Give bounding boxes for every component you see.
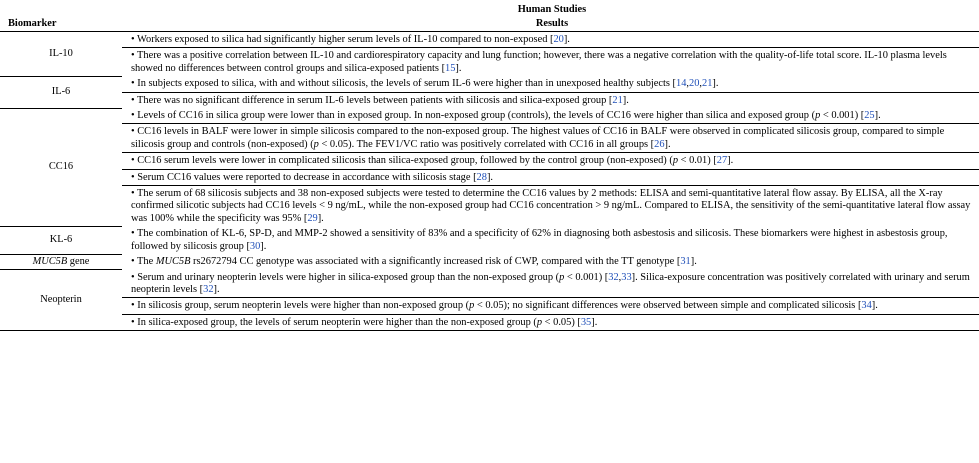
col-header-results: Results bbox=[122, 17, 979, 32]
biomarker-cell: CC16 bbox=[0, 108, 122, 226]
table-row bbox=[0, 153, 979, 169]
reference-link[interactable]: 28 bbox=[476, 171, 487, 183]
table-row bbox=[0, 92, 979, 108]
result-cell: • In silica-exposed group, the levels of serum neopterin were higher than the non-exposed group (p < 0.05) [35]. bbox=[122, 314, 979, 330]
reference-link[interactable]: 21 bbox=[612, 94, 623, 106]
table-row bbox=[0, 76, 979, 92]
reference-link[interactable]: 29 bbox=[307, 212, 318, 224]
group-title: Human Studies bbox=[517, 3, 587, 15]
table-row bbox=[0, 186, 979, 227]
italic-term: p bbox=[815, 110, 821, 122]
reference-link[interactable]: 34 bbox=[861, 300, 872, 312]
biomarker-cell: Neopterin bbox=[0, 270, 122, 331]
reference-link[interactable]: 20 bbox=[553, 34, 564, 45]
biomarker-cell: IL-6 bbox=[0, 76, 122, 108]
table-row bbox=[0, 226, 979, 254]
reference-link[interactable]: 26 bbox=[654, 138, 665, 150]
result-cell: • Serum and urinary neopterin levels were higher in silica-exposed group than the non-exposed group (p < 0.001) [32,33]. Silica-exposure concentration was positively correlated with urinary and serum neopterin levels [32]. bbox=[131, 271, 970, 295]
reference-link[interactable]: 30 bbox=[249, 240, 261, 252]
table-body bbox=[0, 32, 979, 331]
col-header-biomarker: Biomarker bbox=[0, 17, 122, 32]
reference-link[interactable]: 27 bbox=[716, 155, 728, 167]
table-row bbox=[0, 32, 979, 48]
result-cell: • CC16 serum levels were lower in complicated silicosis than silica-exposed group, followed by the control group (non-exposed) (p < 0.01) [27]. bbox=[122, 153, 979, 169]
reference-link[interactable]: 32 bbox=[608, 271, 619, 283]
result-cell: • Levels of CC16 in silica group were lower than in exposed group. In non-exposed group (controls), the levels of CC16 were higher than silica and exposed group (p < 0.001) [25]. bbox=[131, 110, 881, 122]
table-row bbox=[0, 108, 979, 124]
italic-term: p bbox=[536, 316, 543, 328]
table-row bbox=[0, 254, 979, 269]
reference-link[interactable]: 21 bbox=[702, 78, 713, 90]
table-row bbox=[0, 169, 979, 185]
italic-term: p bbox=[559, 271, 565, 283]
reference-link[interactable]: 15 bbox=[445, 62, 456, 74]
result-cell: • Workers exposed to silica had significantly higher serum levels of IL-10 compared to non-exposed [20]. bbox=[131, 34, 570, 45]
reference-link[interactable]: 35 bbox=[580, 316, 592, 328]
reference-link[interactable]: 14 bbox=[676, 78, 687, 90]
italic-term: p bbox=[672, 155, 679, 167]
italic-term: p bbox=[469, 300, 475, 312]
result-cell: • The serum of 68 silicosis subjects and 38 non-exposed subjects were tested to determine the CC16 values by 2 methods: ELISA and semi-quantitative lateral flow assay. By ELISA, all the X-ray confirmed silicotic subjects had CC16 levels < 9 ng/mL, while the non-exposed group had CC16 concentration > 9 ng/mL. Compared to ELISA, the sensitivity of the semi-quantitative lateral flow assay was 100% while the specificity was 95% [29]. bbox=[122, 186, 979, 227]
table-row bbox=[0, 270, 979, 298]
table-row bbox=[0, 48, 979, 76]
biomarker-cell: KL-6 bbox=[0, 226, 122, 254]
reference-link[interactable]: 31 bbox=[680, 256, 691, 268]
reference-link[interactable]: 33 bbox=[621, 271, 632, 283]
table-row bbox=[0, 124, 979, 153]
table-row bbox=[0, 314, 979, 330]
reference-link[interactable]: 20 bbox=[689, 78, 700, 90]
table-row bbox=[0, 298, 979, 314]
result-cell: • The combination of KL-6, SP-D, and MMP-2 showed a sensitivity of 83% and a specificity of 62% in diagnosing both asbestosis and silicosis. These biomarkers were highest in asbestosis group, followed by silicosis group [30]. bbox=[131, 228, 948, 252]
result-cell: • In silicosis group, serum neopterin levels were higher than non-exposed group (p < 0.05); no significant differences were observed between simple and complicated silicosis [34]. bbox=[122, 298, 979, 314]
result-cell: • There was no significant difference in serum IL-6 levels between patients with silicosis and silica-exposed group [21]. bbox=[122, 92, 979, 108]
biomarker-cell: IL-10 bbox=[0, 32, 122, 77]
biomarker-cell: MUC5B gene bbox=[0, 254, 122, 269]
result-cell: • The MUC5B rs2672794 CC genotype was associated with a significantly increased risk of CWP, compared with the TT genotype [31]. bbox=[131, 256, 697, 268]
result-cell: • There was a positive correlation between IL-10 and cardiorespiratory capacity and lung function; however, there was a negative correlation with the quality-of-life total score. IL-10 plasma levels showed no differences between control groups and silica-exposed patients [15]. bbox=[122, 48, 979, 76]
reference-link[interactable]: 32 bbox=[203, 283, 214, 295]
reference-link[interactable]: 25 bbox=[864, 110, 875, 122]
result-cell: • CC16 levels in BALF were lower in simple silicosis compared to the non-exposed group. The highest values of CC16 in BALF were observed in complicated silicosis group, compared to simple silicosis group and controls (non-exposed) (p < 0.05). The FEV1/VC ratio was positively correlated with CC16 in all groups [26]. bbox=[122, 124, 979, 153]
result-cell: • Serum CC16 values were reported to decrease in accordance with silicosis stage [28]. bbox=[122, 169, 979, 185]
italic-term: p bbox=[313, 138, 319, 150]
italic-term: MUC5B bbox=[155, 256, 191, 268]
result-cell: • In subjects exposed to silica, with and without silicosis, the levels of serum IL-6 were higher than in unexposed healthy subjects [14,20,21]. bbox=[131, 78, 719, 90]
